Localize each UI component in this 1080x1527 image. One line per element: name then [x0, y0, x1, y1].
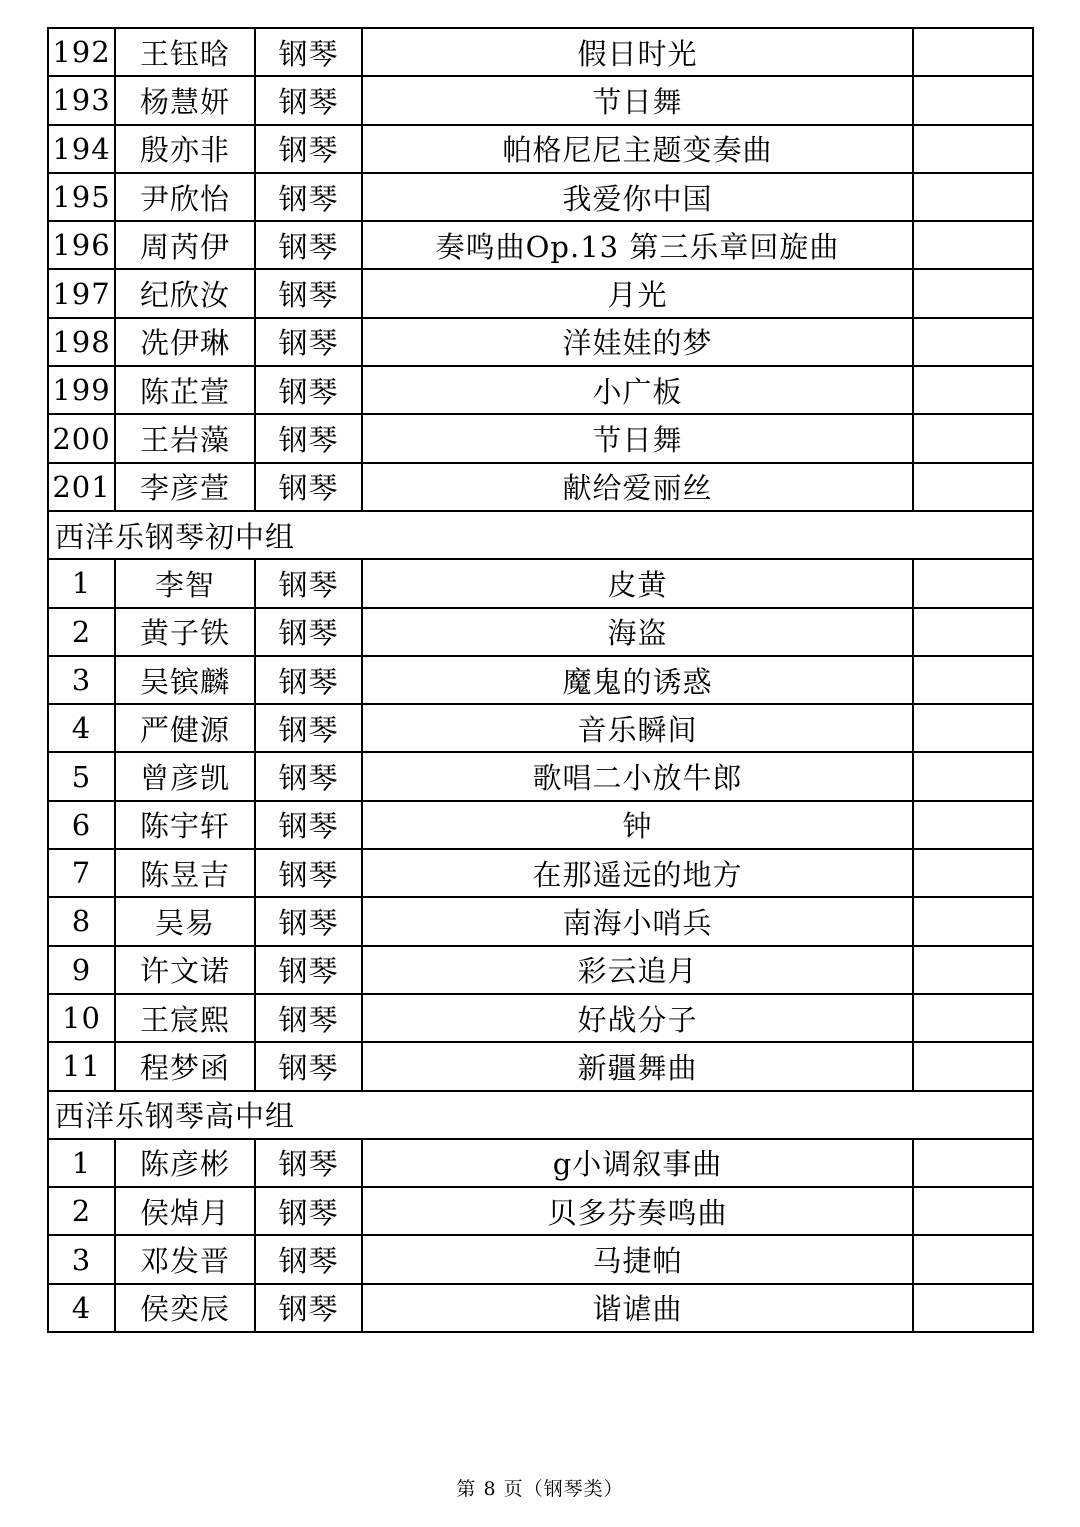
table-row: [48, 801, 1033, 849]
row-number: 200: [48, 414, 115, 462]
piece-title: 钟: [362, 801, 913, 849]
piece-title: 海盗: [362, 608, 913, 656]
table-row: [48, 173, 1033, 221]
row-number: 2: [48, 1187, 115, 1235]
remark-cell: [913, 1284, 1033, 1332]
table-row: [48, 28, 1033, 76]
row-number: 5: [48, 752, 115, 800]
participant-name: 邓发晋: [115, 1235, 255, 1283]
piece-title: 帕格尼尼主题变奏曲: [362, 125, 913, 173]
remark-cell: [913, 221, 1033, 269]
instrument: 钢琴: [255, 221, 362, 269]
piece-title: 好战分子: [362, 994, 913, 1042]
table-row: [48, 1139, 1033, 1187]
instrument: 钢琴: [255, 897, 362, 945]
row-number: 201: [48, 463, 115, 511]
participant-name: 侯奕辰: [115, 1284, 255, 1332]
piece-title: 假日时光: [362, 28, 913, 76]
table-row: [48, 897, 1033, 945]
table-row: [48, 1042, 1033, 1090]
remark-cell: [913, 946, 1033, 994]
remark-cell: [913, 125, 1033, 173]
row-number: 193: [48, 76, 115, 124]
table-row: [48, 221, 1033, 269]
table-row: [48, 946, 1033, 994]
remark-cell: [913, 1042, 1033, 1090]
instrument: 钢琴: [255, 318, 362, 366]
row-number: 2: [48, 608, 115, 656]
participant-name: 王岩藻: [115, 414, 255, 462]
participant-name: 程梦函: [115, 1042, 255, 1090]
row-number: 7: [48, 849, 115, 897]
piece-title: 音乐瞬间: [362, 704, 913, 752]
participant-name: 吴易: [115, 897, 255, 945]
participant-name: 周芮伊: [115, 221, 255, 269]
instrument: 钢琴: [255, 1187, 362, 1235]
piece-title: 谐谑曲: [362, 1284, 913, 1332]
row-number: 197: [48, 269, 115, 317]
section-header-row: [48, 511, 1033, 559]
participant-name: 冼伊琳: [115, 318, 255, 366]
table-row: [48, 994, 1033, 1042]
instrument: 钢琴: [255, 269, 362, 317]
piece-title: 魔鬼的诱惑: [362, 656, 913, 704]
instrument: 钢琴: [255, 946, 362, 994]
piece-title: 月光: [362, 269, 913, 317]
piece-title: 节日舞: [362, 414, 913, 462]
row-number: 6: [48, 801, 115, 849]
remark-cell: [913, 752, 1033, 800]
table-row: [48, 366, 1033, 414]
instrument: 钢琴: [255, 1139, 362, 1187]
participant-name: 杨慧妍: [115, 76, 255, 124]
instrument: 钢琴: [255, 414, 362, 462]
instrument: 钢琴: [255, 994, 362, 1042]
row-number: 199: [48, 366, 115, 414]
remark-cell: [913, 801, 1033, 849]
table-row: [48, 269, 1033, 317]
remark-cell: [913, 1187, 1033, 1235]
instrument: 钢琴: [255, 173, 362, 221]
participant-name: 殷亦非: [115, 125, 255, 173]
remark-cell: [913, 897, 1033, 945]
participant-name: 吴镔麟: [115, 656, 255, 704]
table-row: [48, 704, 1033, 752]
table-row: [48, 1284, 1033, 1332]
table-row: [48, 76, 1033, 124]
piece-title: 洋娃娃的梦: [362, 318, 913, 366]
piece-title: 贝多芬奏鸣曲: [362, 1187, 913, 1235]
participant-name: 许文诺: [115, 946, 255, 994]
remark-cell: [913, 318, 1033, 366]
remark-cell: [913, 414, 1033, 462]
row-number: 4: [48, 1284, 115, 1332]
piece-title: 新疆舞曲: [362, 1042, 913, 1090]
participant-name: 纪欣汝: [115, 269, 255, 317]
piece-title: 彩云追月: [362, 946, 913, 994]
participant-name: 曾彦凯: [115, 752, 255, 800]
instrument: 钢琴: [255, 608, 362, 656]
remark-cell: [913, 366, 1033, 414]
remark-cell: [913, 559, 1033, 607]
instrument: 钢琴: [255, 656, 362, 704]
piece-title: 我爱你中国: [362, 173, 913, 221]
instrument: 钢琴: [255, 463, 362, 511]
piece-title: 在那遥远的地方: [362, 849, 913, 897]
remark-cell: [913, 28, 1033, 76]
table-row: [48, 849, 1033, 897]
performance-list-table: [47, 27, 1034, 1333]
row-number: 4: [48, 704, 115, 752]
participant-name: 陈宇轩: [115, 801, 255, 849]
participant-name: 陈芷萱: [115, 366, 255, 414]
table-row: [48, 125, 1033, 173]
instrument: 钢琴: [255, 28, 362, 76]
piece-title: 歌唱二小放牛郎: [362, 752, 913, 800]
instrument: 钢琴: [255, 76, 362, 124]
participant-name: 王钰晗: [115, 28, 255, 76]
row-number: 196: [48, 221, 115, 269]
table-row: [48, 318, 1033, 366]
participant-name: 李彦萱: [115, 463, 255, 511]
table-row: [48, 463, 1033, 511]
row-number: 195: [48, 173, 115, 221]
participant-name: 王宸熙: [115, 994, 255, 1042]
table-row: [48, 608, 1033, 656]
instrument: 钢琴: [255, 1235, 362, 1283]
row-number: 1: [48, 559, 115, 607]
instrument: 钢琴: [255, 849, 362, 897]
row-number: 8: [48, 897, 115, 945]
piece-title: 皮黄: [362, 559, 913, 607]
piece-title: 献给爱丽丝: [362, 463, 913, 511]
row-number: 192: [48, 28, 115, 76]
participant-name: 侯焯月: [115, 1187, 255, 1235]
table-row: [48, 559, 1033, 607]
row-number: 9: [48, 946, 115, 994]
instrument: 钢琴: [255, 1042, 362, 1090]
instrument: 钢琴: [255, 752, 362, 800]
remark-cell: [913, 1235, 1033, 1283]
table-row: [48, 656, 1033, 704]
row-number: 11: [48, 1042, 115, 1090]
row-number: 1: [48, 1139, 115, 1187]
remark-cell: [913, 463, 1033, 511]
section-header-row: [48, 1091, 1033, 1139]
piece-title: 节日舞: [362, 76, 913, 124]
table-body: [48, 28, 1033, 1332]
instrument: 钢琴: [255, 801, 362, 849]
remark-cell: [913, 76, 1033, 124]
piece-title: 小广板: [362, 366, 913, 414]
table-row: [48, 1187, 1033, 1235]
remark-cell: [913, 656, 1033, 704]
table-row: [48, 1235, 1033, 1283]
instrument: 钢琴: [255, 1284, 362, 1332]
page-footer: 第 8 页（钢琴类）: [456, 1478, 624, 1500]
piece-title: 南海小哨兵: [362, 897, 913, 945]
section-title: 西洋乐钢琴高中组: [48, 1091, 1033, 1139]
participant-name: 陈昱吉: [115, 849, 255, 897]
piece-title: g小调叙事曲: [362, 1139, 913, 1187]
participant-name: 严健源: [115, 704, 255, 752]
instrument: 钢琴: [255, 704, 362, 752]
instrument: 钢琴: [255, 559, 362, 607]
row-number: 194: [48, 125, 115, 173]
participant-name: 李智: [115, 559, 255, 607]
remark-cell: [913, 1139, 1033, 1187]
remark-cell: [913, 269, 1033, 317]
piece-title: 马捷帕: [362, 1235, 913, 1283]
remark-cell: [913, 173, 1033, 221]
table-row: [48, 752, 1033, 800]
instrument: 钢琴: [255, 366, 362, 414]
instrument: 钢琴: [255, 125, 362, 173]
remark-cell: [913, 994, 1033, 1042]
row-number: 3: [48, 1235, 115, 1283]
remark-cell: [913, 704, 1033, 752]
row-number: 198: [48, 318, 115, 366]
participant-name: 陈彦彬: [115, 1139, 255, 1187]
row-number: 10: [48, 994, 115, 1042]
participant-name: 尹欣怡: [115, 173, 255, 221]
piece-title: 奏鸣曲Op.13 第三乐章回旋曲: [362, 221, 913, 269]
remark-cell: [913, 608, 1033, 656]
section-title: 西洋乐钢琴初中组: [48, 511, 1033, 559]
table-row: [48, 414, 1033, 462]
participant-name: 黄子铁: [115, 608, 255, 656]
remark-cell: [913, 849, 1033, 897]
row-number: 3: [48, 656, 115, 704]
